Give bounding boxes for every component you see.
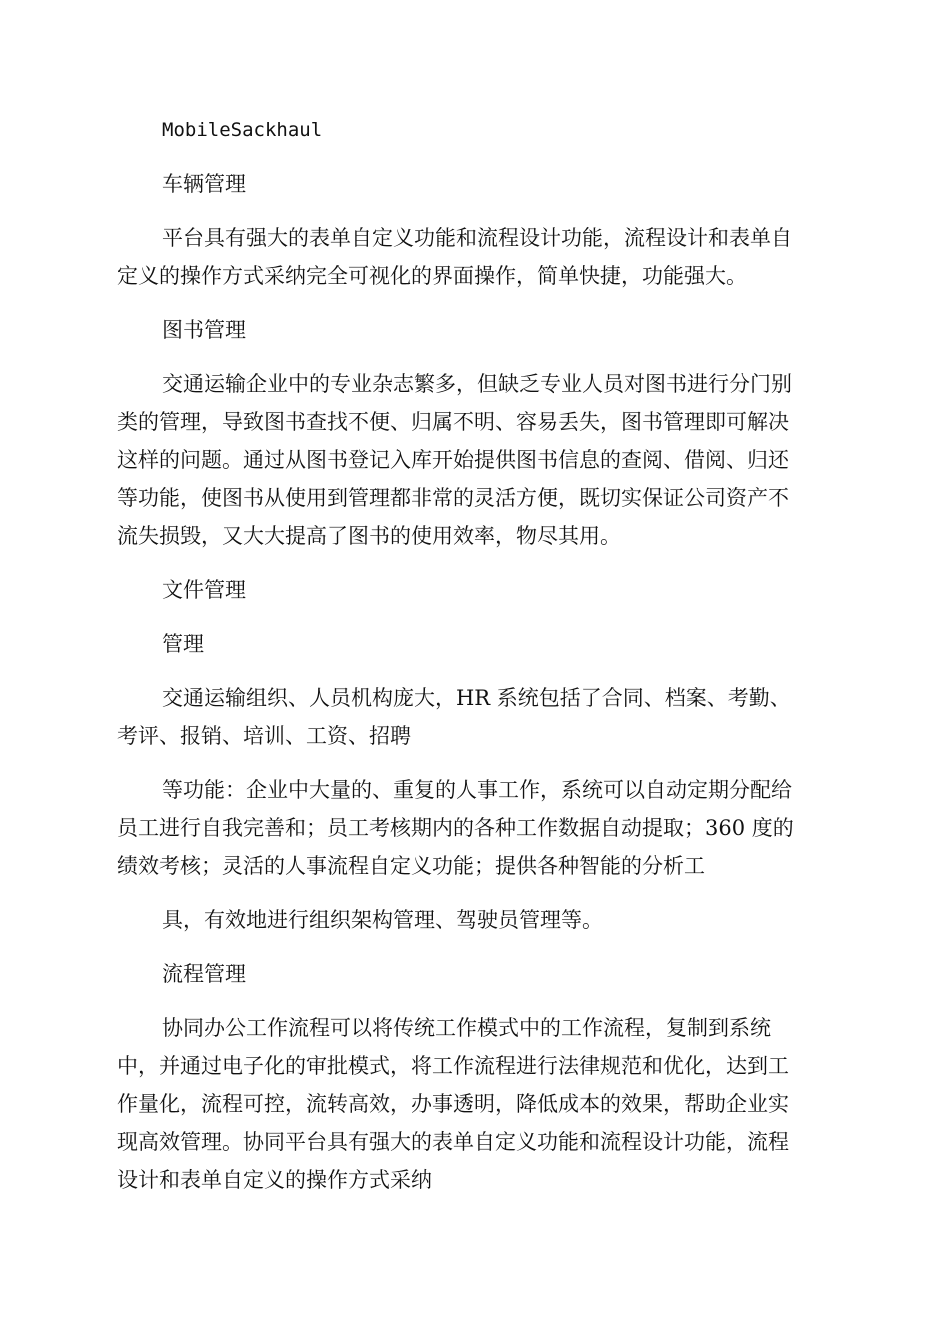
heading-management: 管理 bbox=[162, 632, 204, 656]
paragraph-workflow bbox=[117, 1009, 833, 1199]
paragraph-line: 中，并通过电子化的审批模式，将工作流程进行法律规范和优化，达到工 bbox=[117, 1054, 789, 1078]
paragraph-line: 作量化，流程可控，流转高效，办事透明，降低成本的效果，帮助企业实 bbox=[117, 1092, 789, 1116]
document-body bbox=[117, 111, 833, 1199]
paragraph-hr bbox=[117, 679, 833, 755]
paragraph-line: 等功能：企业中大量的、重复的人事工作，系统可以自动定期分配给 bbox=[162, 778, 792, 802]
paragraph-line: 类的管理，导致图书查找不便、归属不明、容易丢失，图书管理即可解决 bbox=[117, 410, 789, 434]
paragraph-line: 交通运输组织、人员机构庞大，HR 系统包括了合同、档案、考勤、 bbox=[162, 686, 791, 710]
paragraph-line: 现高效管理。协同平台具有强大的表单自定义功能和流程设计功能，流程 bbox=[117, 1130, 789, 1154]
paragraph-line: 等功能，使图书从使用到管理都非常的灵活方便，既切实保证公司资产不 bbox=[117, 486, 789, 510]
paragraph-books bbox=[117, 365, 833, 555]
heading-mobile-sackhaul: MobileSackhaul bbox=[162, 119, 323, 141]
paragraph-hr-functions bbox=[117, 771, 833, 885]
paragraph-line: 平台具有强大的表单自定义功能和流程设计功能，流程设计和表单自 bbox=[162, 226, 792, 250]
paragraph-line: 员工进行自我完善和；员工考核期内的各种工作数据自动提取；360 度的 bbox=[117, 816, 794, 840]
paragraph-line: 交通运输企业中的专业杂志繁多，但缺乏专业人员对图书进行分门别 bbox=[162, 372, 792, 396]
paragraph-line: 设计和表单自定义的操作方式采纳 bbox=[117, 1168, 432, 1192]
paragraph-line: 定义的操作方式采纳完全可视化的界面操作，简单快捷，功能强大。 bbox=[117, 264, 747, 288]
heading-vehicle-management: 车辆管理 bbox=[162, 172, 246, 196]
paragraph-line: 考评、报销、培训、工资、招聘 bbox=[117, 724, 411, 748]
heading-process-management: 流程管理 bbox=[162, 962, 246, 986]
heading-book-management: 图书管理 bbox=[162, 318, 246, 342]
paragraph-line: 协同办公工作流程可以将传统工作模式中的工作流程，复制到系统 bbox=[162, 1016, 771, 1040]
paragraph-tools: 具，有效地进行组织架构管理、驾驶员管理等。 bbox=[162, 908, 603, 932]
paragraph-line: 绩效考核；灵活的人事流程自定义功能；提供各种智能的分析工 bbox=[117, 854, 705, 878]
paragraph-line: 这样的问题。通过从图书登记入库开始提供图书信息的查阅、借阅、归还 bbox=[117, 448, 789, 472]
paragraph-line: 流失损毁，又大大提高了图书的使用效率，物尽其用。 bbox=[117, 524, 621, 548]
heading-file-management: 文件管理 bbox=[162, 578, 246, 602]
paragraph-platform bbox=[117, 219, 833, 295]
